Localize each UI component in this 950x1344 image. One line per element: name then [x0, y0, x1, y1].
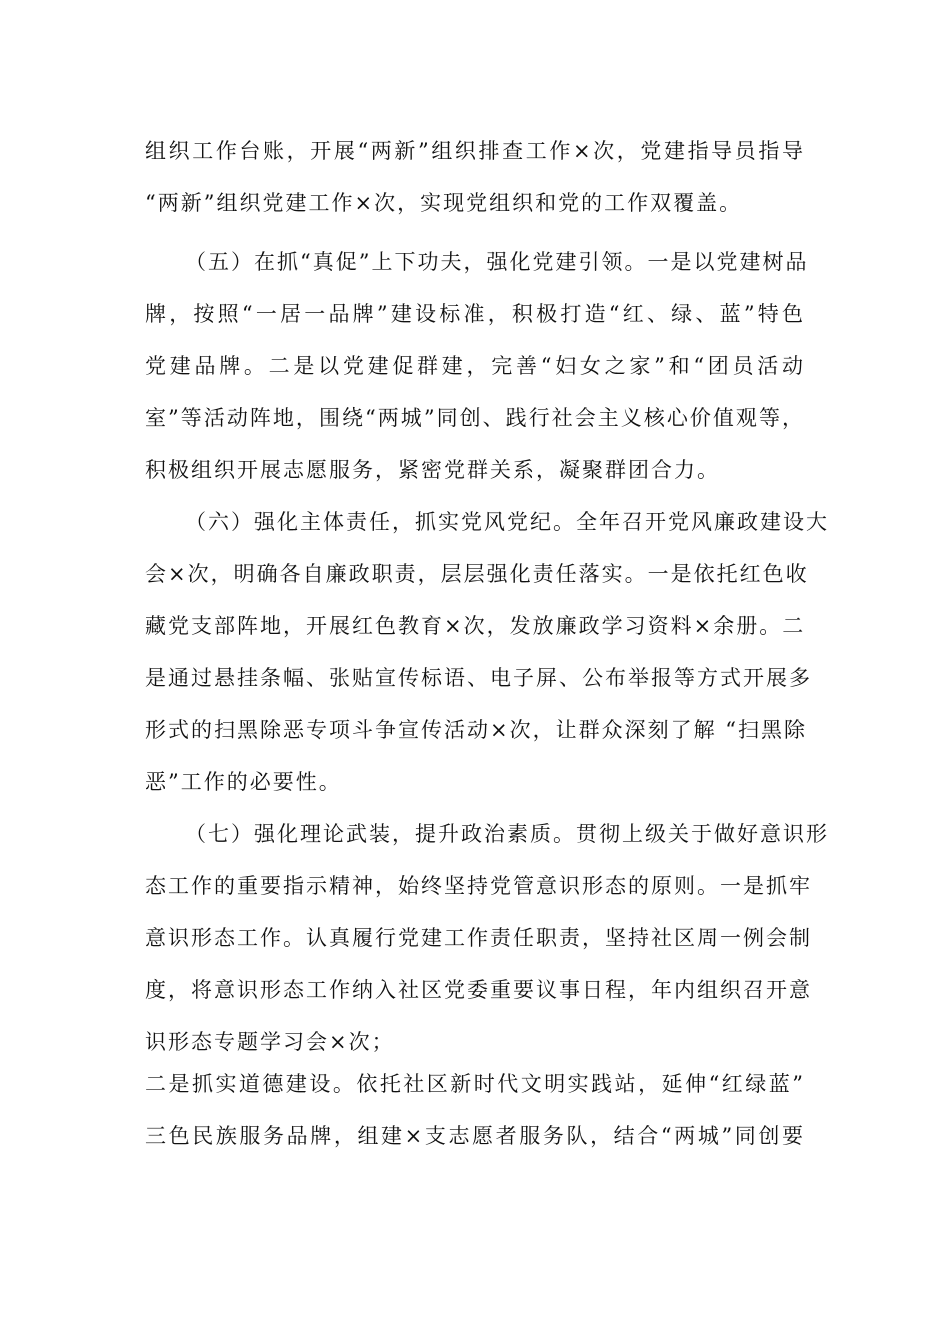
- text-line: （七）强化理论武装，提升政治素质。贯彻上级关于做好意识形: [185, 822, 829, 846]
- text-line: 二是抓实道德建设。依托社区新时代文明实践站，延伸“红绿蓝”: [145, 1072, 805, 1096]
- text-line: 积极组织开展志愿服务，紧密党群关系，凝聚群团合力。: [145, 458, 720, 482]
- paragraph-5: [145, 236, 809, 496]
- text-line: 是通过悬挂条幅、张贴宣传标语、电子屏、公布举报等方式开展多: [145, 666, 812, 690]
- text-line: 室”等活动阵地，围绕“两城”同创、践行社会主义核心价值观等，: [145, 406, 805, 430]
- text-line: 意识形态工作。认真履行党建工作责任职责，坚持社区周一例会制: [145, 926, 812, 950]
- text-line: 牌，按照“一居一品牌”建设标准，积极打造“红、绿、蓝”特色: [145, 302, 805, 326]
- text-line: 形式的扫黑除恶专项斗争宣传活动×次，让群众深刻了解 “扫黑除: [145, 718, 808, 742]
- text-line: 组织工作台账，开展“两新”组织排查工作×次，党建指导员指导: [145, 139, 805, 163]
- text-line: 藏党支部阵地，开展红色教育×次，发放廉政学习资料×余册。二: [145, 614, 806, 638]
- text-line: 恶”工作的必要性。: [145, 770, 342, 794]
- text-line: “两新”组织党建工作×次，实现党组织和党的工作双覆盖。: [145, 191, 743, 215]
- paragraph-8: [145, 1058, 805, 1162]
- paragraph-4-continued: [145, 125, 805, 229]
- text-line: 会×次，明确各自廉政职责，层层强化责任落实。一是依托红色收: [145, 562, 809, 586]
- paragraph-6: [145, 496, 829, 808]
- text-line: 三色民族服务品牌，组建×支志愿者服务队，结合“两城”同创要: [145, 1124, 805, 1148]
- text-line: 态工作的重要指示精神，始终坚持党管意识形态的原则。一是抓牢: [145, 874, 812, 898]
- paragraph-7: [145, 808, 829, 1068]
- text-line: 党建品牌。二是以党建促群建，完善“妇女之家”和“团员活动: [145, 354, 805, 378]
- text-line: 识形态专题学习会×次；: [145, 1030, 395, 1054]
- text-line: （六）强化主体责任，抓实党风党纪。全年召开党风廉政建设大: [185, 510, 829, 534]
- text-line: （五）在抓“真促”上下功夫，强化党建引领。一是以党建树品: [185, 250, 809, 274]
- text-line: 度，将意识形态工作纳入社区党委重要议事日程，年内组织召开意: [145, 978, 812, 1002]
